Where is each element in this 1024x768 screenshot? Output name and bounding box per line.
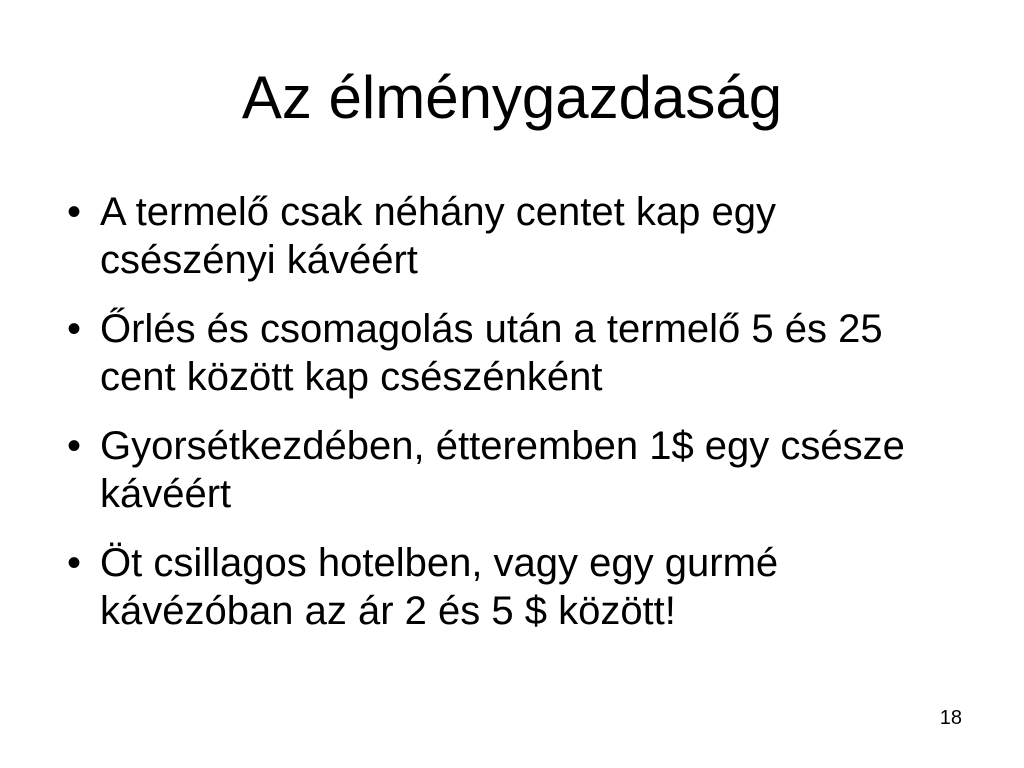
list-item — [56, 539, 956, 635]
list-item — [56, 305, 956, 401]
bullet-icon: • — [66, 424, 81, 468]
page-number: 18 — [939, 707, 962, 729]
slide-title: Az élménygazdaság — [241, 64, 783, 131]
bullet-text: A termelő csak néhány centet kap egy csészényi kávéért — [100, 190, 776, 282]
bullet-icon: • — [66, 307, 81, 351]
bullet-text: Öt csillagos hotelben, vagy egy gurmé kávézóban az ár 2 és 5 $ között! — [100, 541, 779, 633]
bullet-list — [56, 188, 956, 656]
list-item — [56, 188, 956, 284]
list-item — [56, 422, 956, 518]
bullet-icon: • — [66, 190, 81, 234]
bullet-text: Gyorsétkezdében, étteremben 1$ egy csésze kávéért — [100, 424, 905, 516]
bullet-text: Őrlés és csomagolás után a termelő 5 és 25 cent között kap csészénként — [100, 307, 883, 399]
bullet-icon: • — [66, 541, 81, 585]
